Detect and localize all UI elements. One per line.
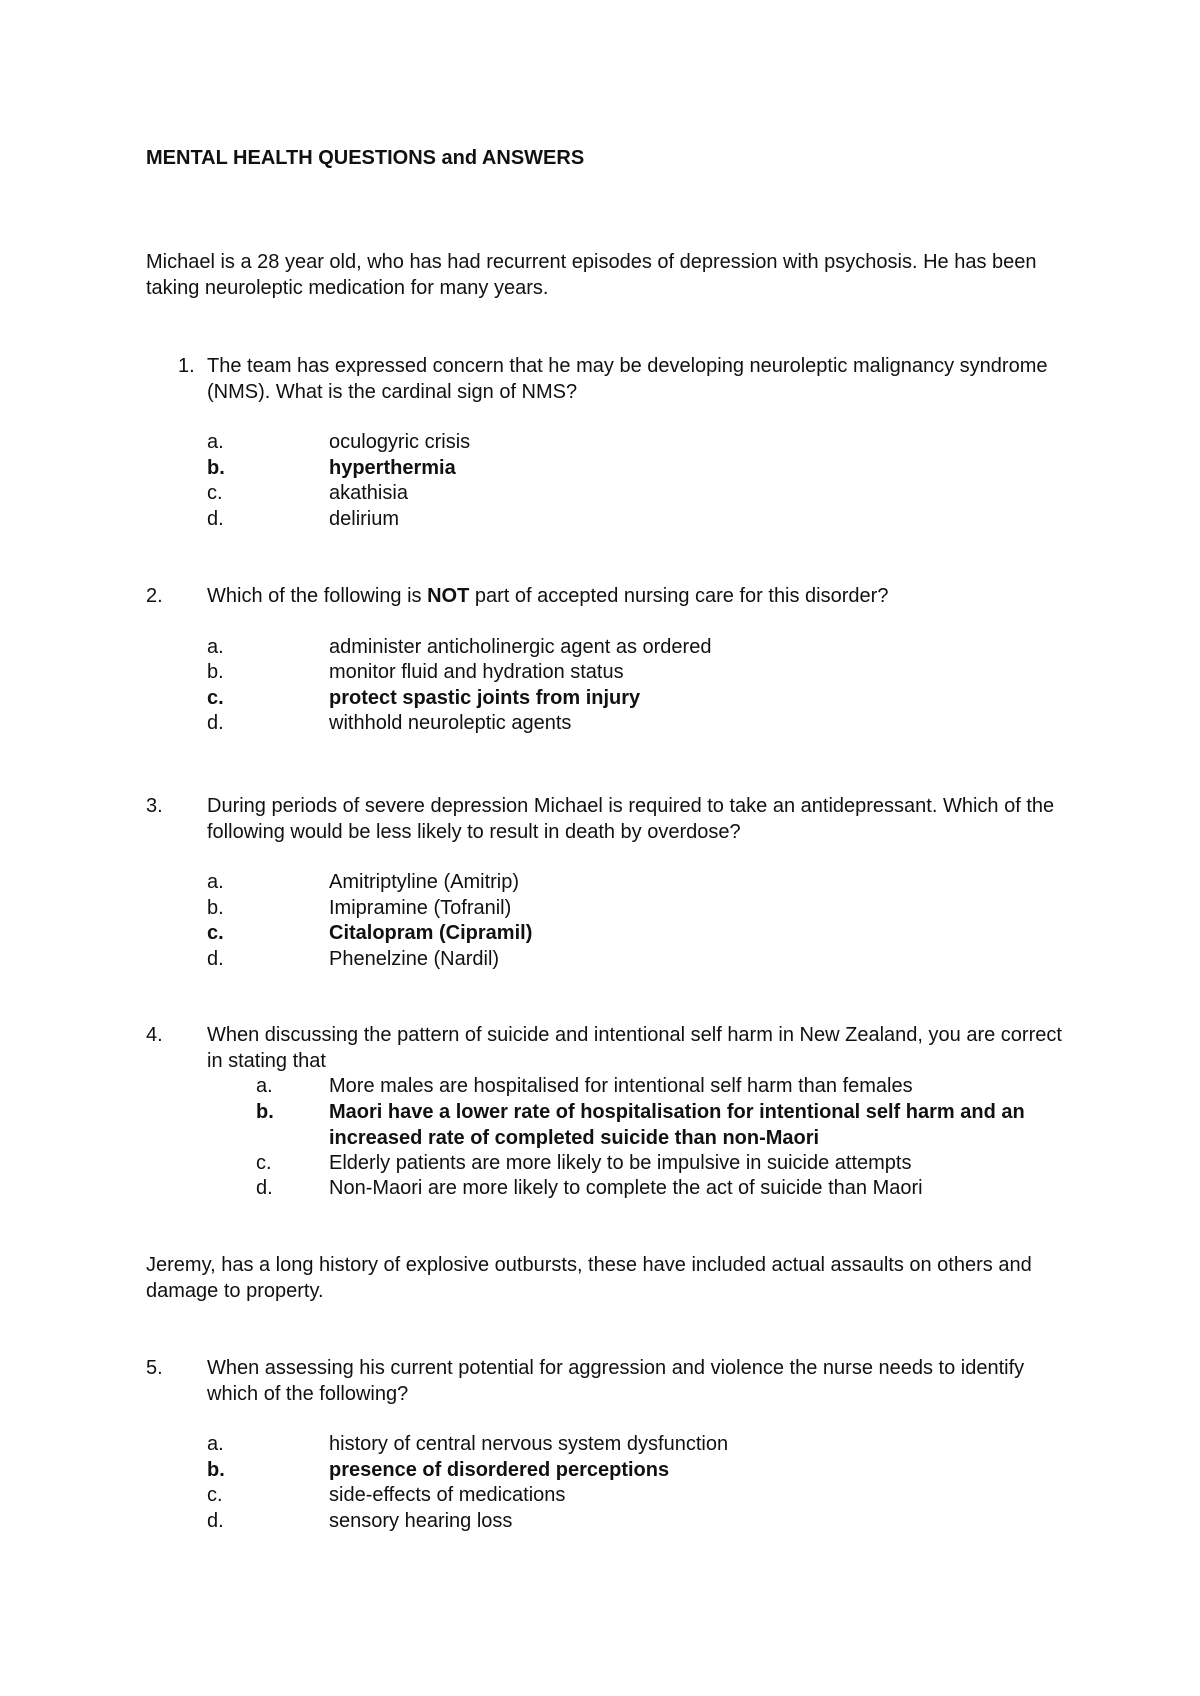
question-number: 1. (178, 355, 195, 377)
option-letter: d. (207, 508, 224, 530)
option-text: protect spastic joints from injury (329, 687, 641, 709)
option-text: oculogyric crisis (329, 431, 471, 453)
question-3 (146, 794, 1076, 845)
question-number: 3. (146, 795, 163, 817)
option-letter: b. (256, 1101, 274, 1123)
option-4a (256, 1074, 1049, 1100)
question-number: 5. (146, 1357, 163, 1379)
option-text: monitor fluid and hydration status (329, 661, 624, 683)
question-text: Which of the following is NOT part of accepted nursing care for this disorder? (207, 585, 889, 607)
case-intro-michael: Michael is a 28 year old, who has had recurrent episodes of depression with psychosis. He has been taking neuroleptic medication for many years. (146, 251, 1037, 299)
option-text: delirium (329, 508, 400, 530)
option-4d (256, 1176, 1049, 1202)
option-letter: b. (207, 457, 225, 479)
option-letter: d. (207, 712, 224, 734)
option-text: Phenelzine (Nardil) (329, 948, 500, 970)
option-letter: d. (207, 1510, 224, 1532)
option-text: withhold neuroleptic agents (329, 712, 572, 734)
option-2a (207, 635, 1049, 661)
option-text: sensory hearing loss (329, 1510, 513, 1532)
option-letter: a. (207, 1433, 224, 1455)
question-text: When assessing his current potential for aggression and violence the nurse needs to identify which of the following? (207, 1357, 1025, 1405)
option-text: Non-Maori are more likely to complete the act of suicide than Maori (329, 1177, 923, 1199)
option-text: Citalopram (Cipramil) (329, 922, 533, 944)
option-text: hyperthermia (329, 457, 456, 479)
option-text: presence of disordered perceptions (329, 1459, 670, 1481)
option-letter: a. (207, 636, 224, 658)
option-text: Maori have a lower rate of hospitalisation for intentional self harm and an increased rate of completed suicide than non-Maori (329, 1101, 1025, 1149)
page-title: MENTAL HEALTH QUESTIONS and ANSWERS (146, 147, 585, 169)
option-letter: b. (207, 661, 224, 683)
option-3b (207, 896, 1049, 922)
option-letter: b. (207, 897, 224, 919)
option-letter: c. (207, 922, 224, 944)
question-5 (146, 1356, 1076, 1407)
option-letter: c. (207, 1484, 223, 1506)
option-3d (207, 947, 1049, 973)
question-1 (146, 354, 1076, 405)
question-number: 4. (146, 1024, 163, 1046)
option-letter: a. (207, 431, 224, 453)
option-1b-correct (207, 456, 1049, 482)
option-letter: c. (256, 1152, 272, 1174)
option-text: Imipramine (Tofranil) (329, 897, 512, 919)
option-5b-correct (207, 1458, 1049, 1484)
question-4 (146, 1023, 1076, 1074)
option-4b-correct (256, 1100, 1039, 1151)
option-letter: a. (256, 1075, 273, 1097)
option-text: administer anticholinergic agent as ordered (329, 636, 712, 658)
option-3c-correct (207, 921, 1049, 947)
option-1c (207, 481, 1049, 507)
option-text: side-effects of medications (329, 1484, 566, 1506)
question-text: The team has expressed concern that he may be developing neuroleptic malignancy syndrome (NMS). What is the cardinal sign of NMS? (207, 355, 1048, 403)
option-1d (207, 507, 1049, 533)
option-2b (207, 660, 1049, 686)
option-text: history of central nervous system dysfunction (329, 1433, 729, 1455)
option-text: akathisia (329, 482, 408, 504)
option-3a (207, 870, 1049, 896)
option-2c-correct (207, 686, 1049, 712)
option-letter: c. (207, 687, 224, 709)
option-letter: d. (256, 1177, 273, 1199)
option-letter: b. (207, 1459, 225, 1481)
option-text: More males are hospitalised for intentional self harm than females (329, 1075, 913, 1097)
option-4c (256, 1151, 1049, 1177)
option-text: Amitriptyline (Amitrip) (329, 871, 520, 893)
option-5d (207, 1509, 1049, 1535)
option-text: Elderly patients are more likely to be impulsive in suicide attempts (329, 1152, 912, 1174)
option-letter: c. (207, 482, 223, 504)
question-text: When discussing the pattern of suicide and intentional self harm in New Zealand, you are correct in stating that (207, 1024, 1062, 1072)
option-1a (207, 430, 1049, 456)
emphasis-not: NOT (427, 585, 470, 607)
option-5c (207, 1483, 1049, 1509)
question-number: 2. (146, 585, 163, 607)
case-intro-jeremy: Jeremy, has a long history of explosive outbursts, these have included actual assaults on others and damage to property. (146, 1254, 1032, 1302)
option-letter: a. (207, 871, 224, 893)
question-text: During periods of severe depression Michael is required to take an antidepressant. Which of the following would be less likely to result in death by overdose? (207, 795, 1055, 843)
option-2d (207, 711, 1049, 737)
option-5a (207, 1432, 1049, 1458)
question-2 (146, 584, 1076, 610)
option-letter: d. (207, 948, 224, 970)
